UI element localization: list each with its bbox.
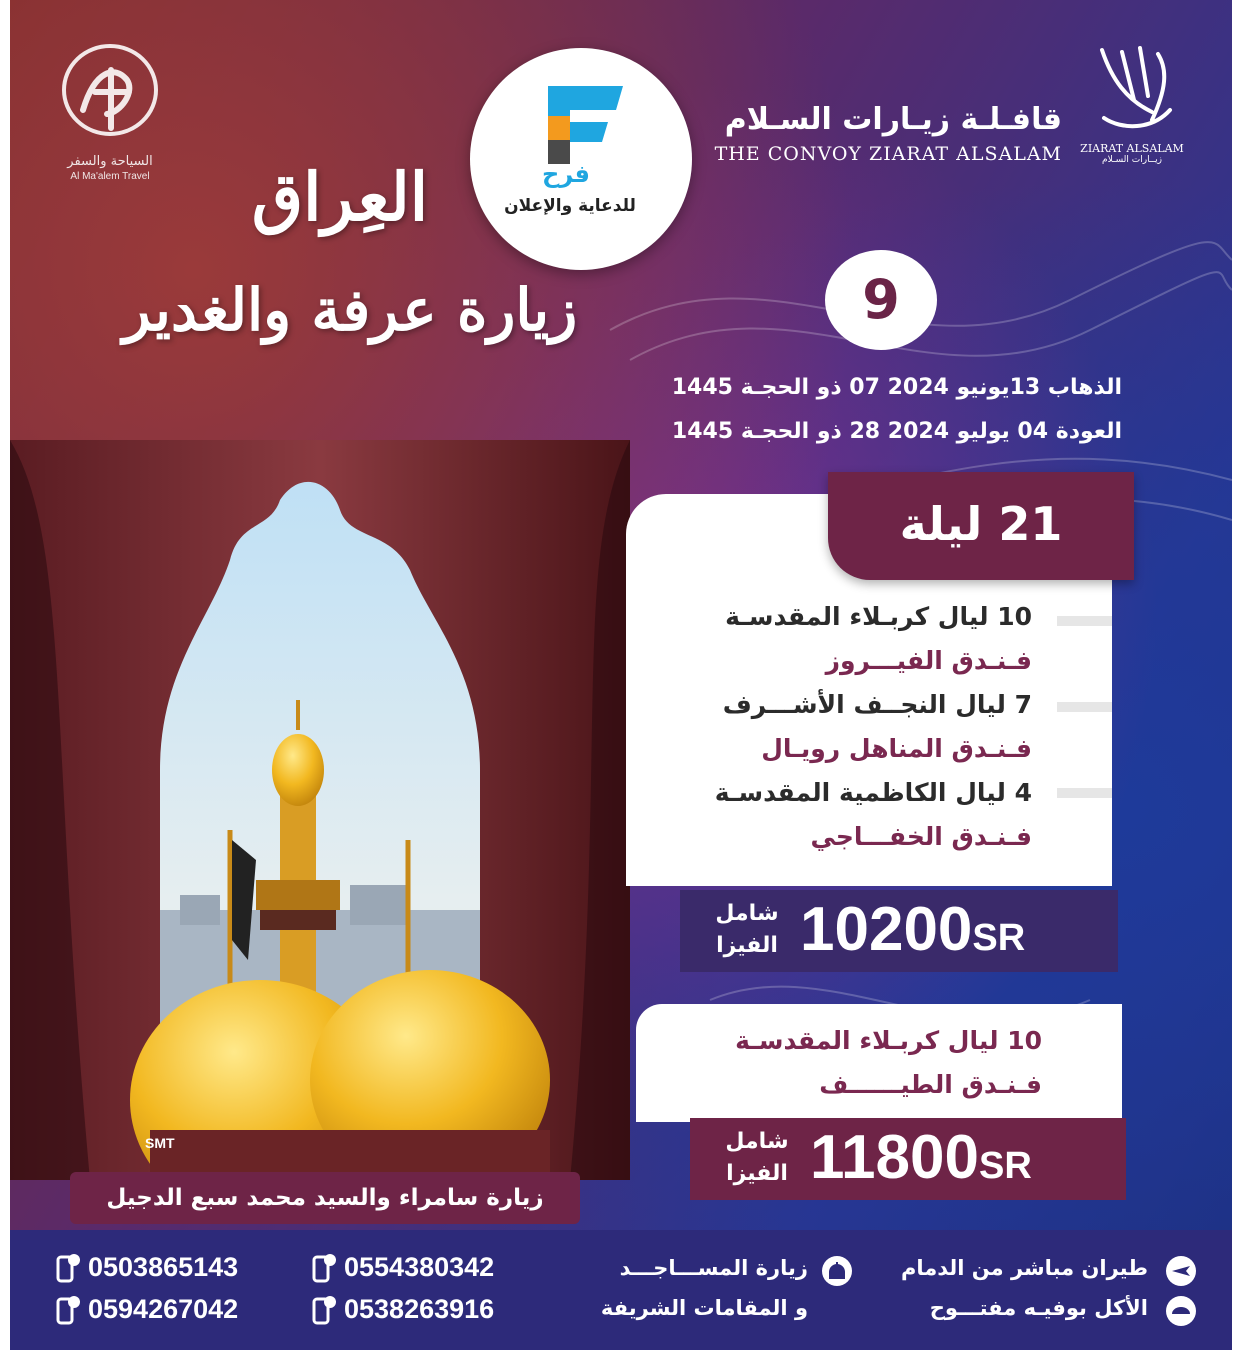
title-iraq: العِراق	[251, 158, 429, 236]
calligraphy-ziarat-icon	[1082, 40, 1182, 140]
convoy-arabic: قافـلـة زيـارات السـلام	[724, 102, 1062, 137]
image-watermark: SMT	[145, 1135, 175, 1151]
price-value: 11800SR	[810, 1123, 1032, 1192]
visa-included-note: شامل الفيزا	[715, 901, 779, 958]
package-two-price	[690, 1118, 1126, 1200]
departure-date: الذهاب 13يونيو 2024 07 ذو الحجـة 1445	[671, 375, 1122, 400]
number-badge: 9	[825, 250, 937, 350]
logo-left-arabic: السياحة والسفر	[67, 154, 153, 169]
calligraphy-logo-icon	[55, 40, 165, 150]
pkg2-line-2: فـنـدق الطيــــــف	[819, 1070, 1042, 1099]
feature-direct-flight: طيران مباشر من الدمام	[900, 1256, 1148, 1280]
logo-right-arabic: زيــارات السـلام	[1102, 155, 1162, 165]
pkg1-line-1: 10 ليال كربـلاء المقدسـة	[725, 602, 1032, 631]
phone-icon	[310, 1253, 338, 1285]
phone-number[interactable]: 0594267042	[54, 1294, 238, 1327]
mosque-icon	[822, 1256, 852, 1286]
farah-logo	[470, 48, 692, 270]
al-maalem-logo	[50, 40, 170, 182]
feature-mosque-visit: زيارة المســـاجـــد	[619, 1256, 808, 1280]
price-value: 10200SR	[800, 895, 1026, 964]
phone-icon	[54, 1295, 82, 1327]
visa-included-note: شامل الفيزا	[725, 1129, 789, 1186]
feature-open-buffet: الأكل بوفيـه مفتـــوح	[929, 1296, 1148, 1320]
divider	[1057, 788, 1112, 798]
pkg1-line-6: فـنـدق الخفـــاجي	[810, 822, 1032, 851]
package-two-card	[636, 1004, 1122, 1122]
airplane-icon	[1166, 1256, 1196, 1286]
ziarat-logo	[1072, 40, 1192, 165]
pkg1-line-2: فـنـدق الفيـــروز	[825, 646, 1032, 675]
phone-number[interactable]: 0538263916	[310, 1294, 494, 1327]
convoy-title	[715, 102, 1062, 165]
phone-icon	[310, 1295, 338, 1327]
farah-subtitle: للدعاية والإعلان	[504, 196, 636, 216]
logo-left-english: Al Ma'alem Travel	[70, 171, 150, 182]
poster	[10, 0, 1232, 1350]
food-dish-icon	[1166, 1296, 1196, 1326]
footer	[10, 1230, 1232, 1350]
samarra-visit-banner: زيارة سامراء والسيد محمد سبع الدجيل	[70, 1172, 580, 1224]
convoy-english: THE CONVOY ZIARAT ALSALAM	[714, 143, 1062, 165]
logo-right-english: ZIARAT ALSALAM	[1080, 142, 1184, 155]
phone-number[interactable]: 0503865143	[54, 1252, 238, 1285]
divider	[1057, 702, 1112, 712]
divider	[1057, 616, 1112, 626]
return-date: العودة 04 يوليو 2024 28 ذو الحجـة 1445	[671, 419, 1122, 444]
feature-holy-shrines: و المقامات الشريفة	[600, 1296, 808, 1320]
package-one-price	[680, 890, 1118, 972]
phone-icon	[54, 1253, 82, 1285]
pkg1-line-5: 4 ليال الكاظمية المقدسـة	[714, 778, 1032, 807]
pkg1-line-4: فـنـدق المناهل رويـال	[761, 734, 1032, 763]
farah-name: فرح	[542, 160, 590, 188]
phone-number[interactable]: 0554380342	[310, 1252, 494, 1285]
pkg1-line-3: 7 ليال النجــف الأشـــرف	[722, 690, 1032, 719]
pkg2-line-1: 10 ليال كربـلاء المقدسـة	[735, 1026, 1042, 1055]
trip-dates	[562, 366, 1122, 454]
shrine-arch-image	[10, 440, 630, 1180]
farah-f-icon	[528, 76, 628, 166]
nights-label: 21 ليلة	[828, 472, 1134, 580]
title-arafa-ghadir: زيارة عرفة والغدير	[122, 276, 578, 344]
